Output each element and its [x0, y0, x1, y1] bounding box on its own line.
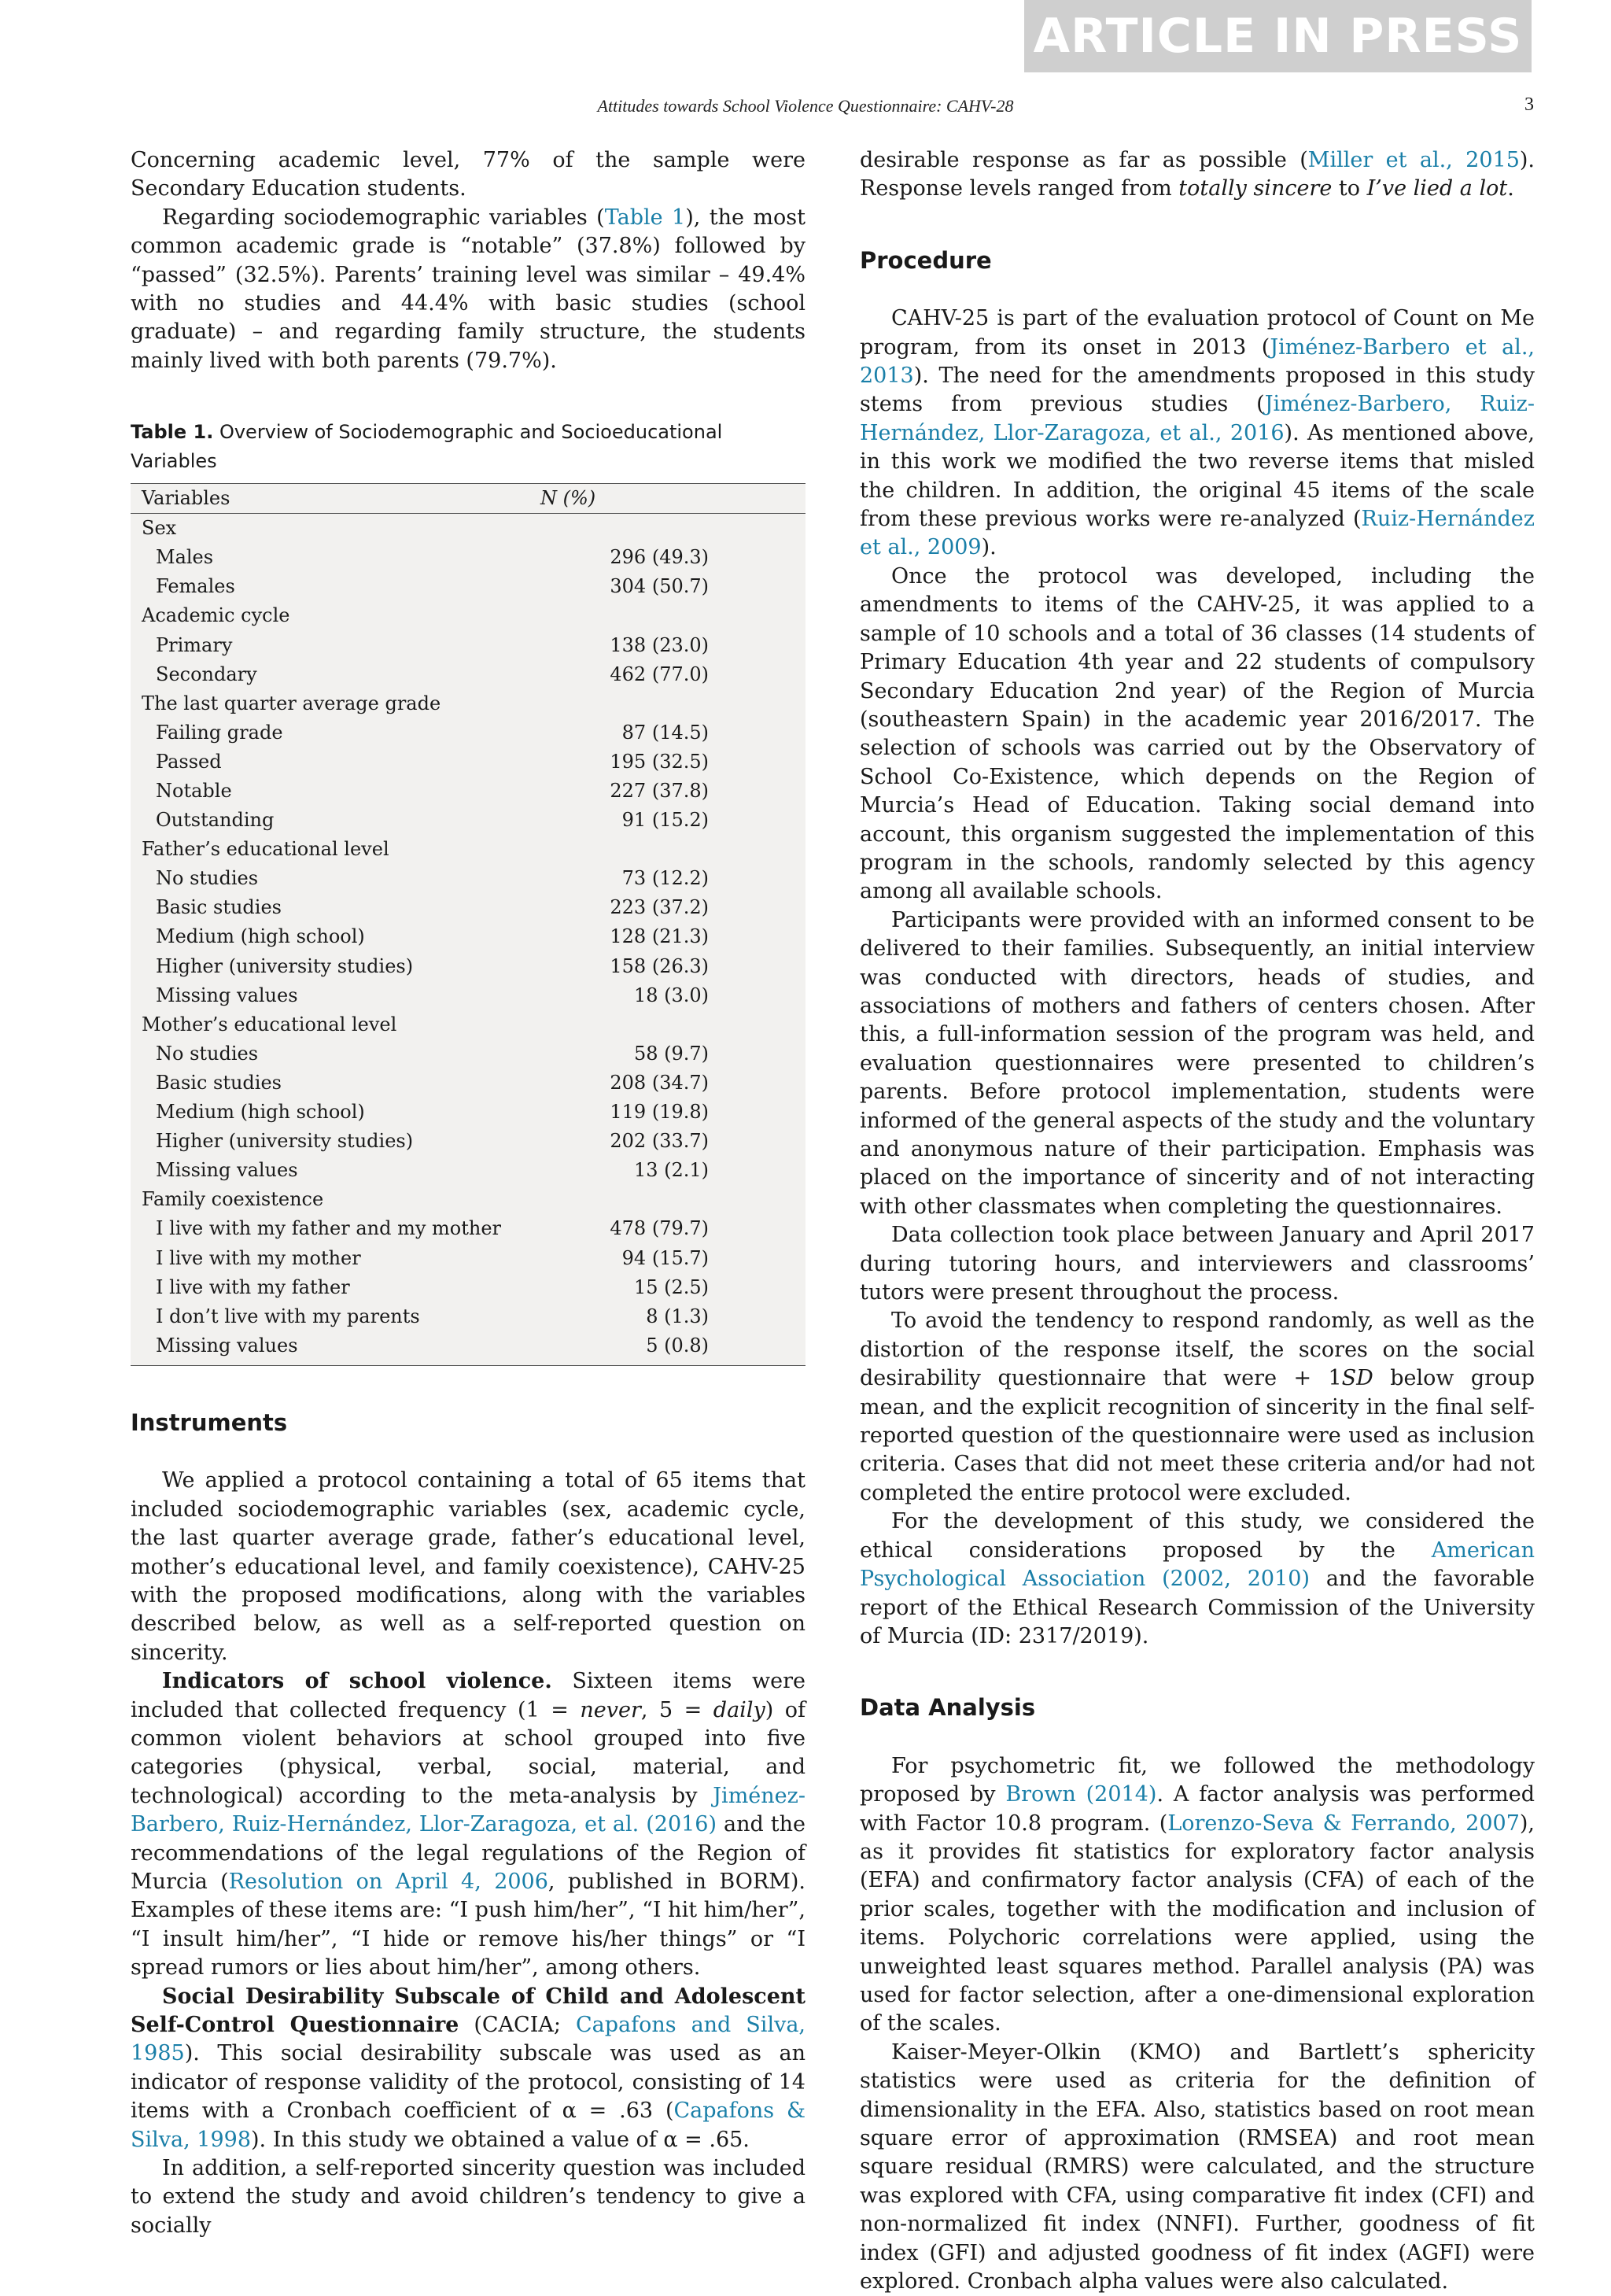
- row-label: Females: [156, 575, 235, 598]
- procedure-heading: Procedure: [860, 246, 992, 274]
- citation-link[interactable]: Jiménez-Barbero, Ruiz-Hernández, Llor-Zaragoza, et al. (2016): [131, 1783, 806, 1837]
- row-value: 13 (2.1): [633, 1159, 709, 1182]
- row-value: 18 (3.0): [633, 984, 709, 1006]
- paragraph: [860, 1752, 1535, 2039]
- row-label: I don’t live with my parents: [156, 1305, 420, 1327]
- row-label: Notable: [156, 780, 232, 802]
- table-row: [131, 1302, 806, 1331]
- table-row: [131, 1127, 806, 1156]
- row-value: 478 (79.7): [610, 1217, 709, 1240]
- text: ). In this study we obtained a value of α = .65.: [251, 2127, 750, 2152]
- row-value: 304 (50.7): [610, 575, 709, 598]
- text: , 5 =: [640, 1697, 713, 1722]
- text: . A factor analysis was performed with Factor 10.8 program. (: [860, 1782, 1535, 1836]
- table-row: [131, 922, 806, 951]
- run-in-heading: Indicators of school violence.: [162, 1669, 552, 1694]
- paragraph: [860, 1508, 1535, 1651]
- paragraph: Kaiser-Meyer-Olkin (KMO) and Bartlett’s sphericity statistics were used as criteria for the definition of dimensionality in the EFA. Also, statistics based on root mean square error of approximation (RMSEA) and root mean square residual (RMRS) were calculated, and the structure was explored with CFA, using comparative fit index (CFI) and non-normalized fit index (NNFI). Further, goodness of fit index (GFI) and adjusted goodness of fit index (AGFI) were explored. Cronbach alpha values were also calculated.: [860, 2039, 1535, 2294]
- row-value: 158 (26.3): [610, 954, 709, 977]
- row-value: 208 (34.7): [610, 1071, 709, 1094]
- text: To avoid the tendency to respond randomly, as well as the distortion of the response itself, the scores on the social desirability questionnaire that were + 1: [860, 1309, 1535, 1391]
- paragraph: [131, 1667, 806, 1982]
- row-value: 15 (2.5): [633, 1275, 709, 1298]
- row-value: 296 (49.3): [610, 546, 709, 569]
- row-label: Failing grade: [156, 721, 283, 744]
- text: Sixteen items were included that collected frequency (1 =: [131, 1669, 806, 1722]
- row-label: Basic studies: [156, 896, 282, 919]
- data-analysis-heading: Data Analysis: [860, 1694, 1036, 1722]
- table-row: [131, 777, 806, 806]
- row-value: [540, 601, 806, 630]
- paragraph: [860, 1307, 1535, 1508]
- left-column: [131, 146, 806, 2240]
- table-header-row: [131, 484, 806, 514]
- row-label: Higher (university studies): [156, 954, 414, 977]
- text: SD: [1341, 1366, 1373, 1391]
- row-label: Males: [156, 546, 214, 569]
- row-value: 195 (32.5): [610, 750, 709, 773]
- text: , published in BORM). Examples of these items are: “I push him/her”, “I hit him/her”, “I insult him/her”, “I hide or remove his/her things” or “I spread rumors or lies about him/her”, among others.: [131, 1869, 806, 1980]
- table-row: [131, 1244, 806, 1273]
- table-row: [131, 572, 806, 601]
- text: ). The need for the amendments proposed in this study stems from previous studies (: [860, 364, 1535, 417]
- paragraph: Concerning academic level, 77% of the sample were Secondary Education students.: [131, 148, 806, 201]
- table-1-link[interactable]: Table 1: [604, 205, 686, 230]
- text: I’ve lied a lot: [1366, 176, 1508, 201]
- page-number: 3: [1524, 94, 1534, 115]
- text: CAHV-25 is part of the evaluation protocol of Count on Me program, from its onset in 2013 (: [860, 306, 1535, 360]
- table-row: [131, 1098, 806, 1127]
- row-label: Missing values: [156, 984, 298, 1006]
- row-label: Medium (high school): [156, 1101, 365, 1124]
- citation-link[interactable]: Resolution on April 4, 2006: [228, 1869, 548, 1894]
- text: ), the most common academic grade is “notable” (37.8%) followed by “passed” (32.5%). Parents’ training level was similar – 49.4% with no studies and 44.4% with basic studies (school graduate) – and regarding family structure, the students mainly lived with both parents (79.7%).: [131, 205, 806, 373]
- citation-link[interactable]: American Psychological Association (2002, 2010): [860, 1537, 1535, 1592]
- text: never: [580, 1697, 641, 1722]
- paragraph: [860, 146, 1535, 204]
- row-label: I live with my father: [156, 1275, 350, 1298]
- text: ). This social desirability subscale was used as an indicator of response validity of the protocol, consisting of 14 items with a Cronbach coefficient of α = .63 (: [131, 2041, 806, 2124]
- row-group-label: Family coexistence: [142, 1188, 324, 1211]
- row-value: 8 (1.3): [646, 1305, 709, 1327]
- row-value: 94 (15.7): [621, 1246, 709, 1269]
- citation-link[interactable]: Lorenzo-Seva & Ferrando, 2007: [1167, 1811, 1520, 1836]
- row-group-label: Sex: [142, 517, 177, 540]
- row-label: Medium (high school): [156, 925, 365, 948]
- text: ). Response levels ranged from: [860, 148, 1535, 201]
- citation-link[interactable]: Jiménez-Barbero et al., 2013: [860, 334, 1535, 389]
- text: and the recommendations of the legal regulations of the Region of Murcia (: [131, 1812, 806, 1894]
- paragraph: Participants were provided with an informed consent to be delivered to their families. Subsequently, an initial interview was conducted with directors, heads of studies, and associations of mothers and fathers of centers chosen. After this, a full-information session of the program was held, and evaluation questionnaires were presented to children’s parents. Before protocol implementation, students were informed of the general aspects of the study and the voluntary and anonymous nature of their participation. Emphasis was placed on the importance of sincerity and of not interacting with other classmates when completing the questionnaires.: [860, 907, 1535, 1219]
- table-row: [131, 514, 806, 544]
- table-row: [131, 981, 806, 1010]
- row-value: 119 (19.8): [610, 1101, 709, 1124]
- text: ), as it provides fit statistics for exploratory factor analysis (EFA) and confirmatory factor analysis (CFA) of each of the prior scales, together with the modification and inclusion of items. Polychoric correlations were applied, using the unweighted least squares method. Parallel analysis (PA) was used for factor selection, after a one-dimensional exploration of the scales.: [860, 1811, 1535, 2036]
- table-row: [131, 1185, 806, 1214]
- row-value: [540, 1010, 806, 1039]
- text: (CACIA;: [459, 2013, 576, 2037]
- paragraph: [131, 1983, 806, 2154]
- paragraph: In addition, a self-reported sincerity question was included to extend the study and avoid children’s tendency to give a socially: [131, 2156, 806, 2238]
- row-label: Outstanding: [156, 809, 275, 832]
- table-row: [131, 1273, 806, 1302]
- run-in-heading: Social Desirability Subscale of Child and Adolescent Self-Control Questionnaire: [131, 1984, 806, 2037]
- row-label: Missing values: [156, 1159, 298, 1182]
- row-value: [540, 1185, 806, 1214]
- table-row: [131, 1069, 806, 1098]
- text: For psychometric fit, we followed the methodology proposed by: [860, 1753, 1535, 1807]
- table-row: [131, 631, 806, 660]
- row-label: Missing values: [156, 1334, 298, 1357]
- running-title: Attitudes towards School Violence Questionnaire: CAHV-28: [597, 96, 1014, 116]
- instruments-heading: Instruments: [131, 1408, 288, 1436]
- text: ). As mentioned above, in this work we modified the two reverse items that misled the children. In addition, the original 45 items of the scale from these previous works were re-analyzed (: [860, 420, 1535, 532]
- row-value: 223 (37.2): [610, 896, 709, 919]
- table-row: [131, 806, 806, 835]
- row-label: Primary: [156, 633, 233, 656]
- row-label: I live with my father and my mother: [156, 1217, 502, 1240]
- citation-link[interactable]: Jiménez-Barbero, Ruiz-Hernández, Llor-Zaragoza, et al., 2016: [860, 392, 1535, 445]
- row-label: Higher (university studies): [156, 1130, 414, 1153]
- citation-link[interactable]: Ruiz-Hernández et al., 2009: [860, 507, 1535, 560]
- article-in-press-banner: ARTICLE IN PRESS: [1024, 0, 1532, 72]
- table-row: [131, 1039, 806, 1069]
- text: ).: [981, 535, 997, 560]
- table-row: [131, 1214, 806, 1243]
- paragraph: Once the protocol was developed, including the amendments to items of the CAHV-25, it was applied to a sample of 10 schools and a total of 36 classes (14 students of Primary Education 4th year and 22 students of compulsory Secondary Education 2nd year) of the Region of Murcia (southeastern Spain) in the academic year 2016/2017. The selection of schools was carried out by the Observatory of School Co-Existence, which depends on the Region of Murcia’s Head of Education. Taking social demand into account, this organism suggested the implementation of this program in the schools, randomly selected by this agency among all available schools.: [860, 563, 1535, 904]
- text: daily: [713, 1697, 765, 1722]
- table-row: [131, 864, 806, 893]
- text: totally sincere: [1178, 176, 1333, 201]
- right-column: [860, 146, 1535, 2296]
- text: .: [1507, 176, 1514, 201]
- sociodemographic-table: [131, 483, 806, 1366]
- table-row: [131, 835, 806, 864]
- row-label: Secondary: [156, 663, 257, 685]
- text: and the favorable report of the Ethical Research Commission of the University of Murcia (ID: 2317/2019).: [860, 1567, 1535, 1648]
- text: For the development of this study, we considered the ethical considerations proposed by the: [860, 1509, 1535, 1563]
- text: below group mean, and the explicit recognition of sincerity in the final self-reported question of the questionnaire were used as inclusion criteria. Cases that did not meet these criteria and/or had not completed the entire protocol were excluded.: [860, 1366, 1535, 1505]
- row-label: No studies: [156, 1042, 259, 1065]
- col-n-percent: N (%): [540, 484, 806, 514]
- row-value: 128 (21.3): [610, 925, 709, 948]
- table-row: [131, 893, 806, 922]
- paragraph: We applied a protocol containing a total of 65 items that included sociodemographic variables (sex, academic cycle, the last quarter average grade, father’s educational level, mother’s educational level, and family coexistence), CAHV-25 with the proposed modifications, along with the variables described below, as well as a self-reported question on sincerity.: [131, 1468, 806, 1665]
- row-label: Basic studies: [156, 1071, 282, 1094]
- citation-link[interactable]: Capafons and Silva, 1985: [131, 2013, 806, 2066]
- table-row: [131, 1156, 806, 1185]
- row-group-label: Academic cycle: [142, 604, 290, 627]
- citation-link[interactable]: Capafons & Silva, 1998: [131, 2099, 806, 2152]
- text: desirable response as far as possible (: [860, 148, 1308, 172]
- row-value: [540, 514, 806, 544]
- row-label: I live with my mother: [156, 1246, 361, 1269]
- paragraph: [131, 204, 806, 375]
- row-value: 202 (33.7): [610, 1130, 709, 1153]
- table-row: [131, 952, 806, 981]
- row-value: 58 (9.7): [633, 1042, 709, 1065]
- text: Regarding sociodemographic variables (: [162, 205, 605, 230]
- citation-link[interactable]: Miller et al., 2015: [1307, 148, 1520, 172]
- row-value: 462 (77.0): [610, 663, 709, 685]
- table-row: [131, 747, 806, 777]
- row-group-label: Father’s educational level: [142, 838, 389, 861]
- row-value: 138 (23.0): [610, 633, 709, 656]
- table-row: [131, 1331, 806, 1366]
- row-value: 5 (0.8): [646, 1334, 709, 1357]
- table-caption: [131, 418, 806, 475]
- table-row: [131, 601, 806, 630]
- table-row: [131, 689, 806, 718]
- row-group-label: The last quarter average grade: [142, 692, 441, 714]
- table-title: Overview of Sociodemographic and Socioeducational Variables: [131, 421, 723, 472]
- row-label: No studies: [156, 867, 259, 890]
- table-row: [131, 718, 806, 747]
- table-row: [131, 1010, 806, 1039]
- paragraph: Data collection took place between January and April 2017 during tutoring hours, and interviewers and classrooms’ tutors were present throughout the process.: [860, 1223, 1535, 1305]
- table-row: [131, 660, 806, 689]
- row-value: [540, 835, 806, 864]
- row-value: 91 (15.2): [621, 809, 709, 832]
- paragraph: [860, 305, 1535, 563]
- row-label: Passed: [156, 750, 222, 773]
- col-variables: Variables: [131, 484, 540, 514]
- table-row: [131, 543, 806, 572]
- text: to: [1332, 176, 1367, 201]
- row-value: 87 (14.5): [621, 721, 709, 744]
- row-value: 227 (37.8): [610, 780, 709, 802]
- row-group-label: Mother’s educational level: [142, 1013, 397, 1035]
- citation-link[interactable]: Brown (2014): [1005, 1782, 1157, 1807]
- text: ) of common violent behaviors at school grouped into five categories (physical, verbal, social, material, and technological) according to the meta-analysis by: [131, 1697, 806, 1808]
- table-label: Table 1.: [131, 421, 214, 444]
- row-value: 73 (12.2): [621, 867, 709, 890]
- row-value: [540, 689, 806, 718]
